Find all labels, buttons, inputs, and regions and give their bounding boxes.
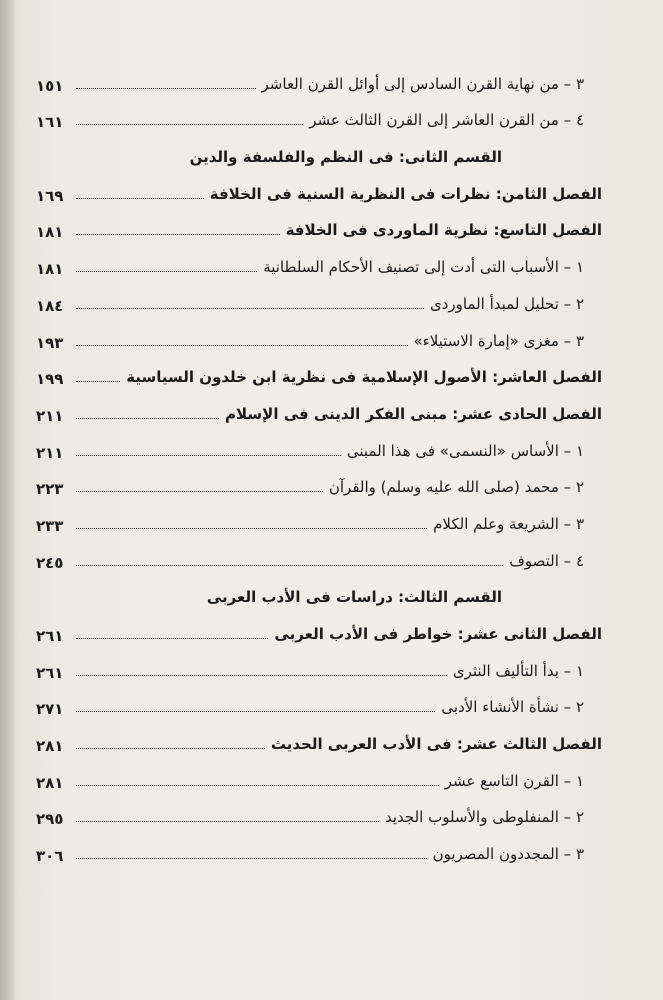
toc-page-number: ١٦٩ [36,186,64,205]
dot-leader [76,234,280,235]
dot-leader [76,565,503,566]
toc-entry-title: الفصل الثانى عشر: خواطر فى الأدب العربى [274,625,602,643]
toc-entry-title: الفصل الحادى عشر: مبنى الفكر الدينى فى الإسلام [225,404,602,423]
toc-section-heading [36,572,602,609]
toc-page-number: ١٨١ [36,260,64,279]
dot-leader [76,455,341,456]
toc-page-number: ٢٦١ [36,627,64,645]
toc-page-number: ١٩٣ [36,333,64,352]
toc-page-number: ١٥١ [36,76,64,95]
toc-page-number: ١٩٩ [36,370,64,389]
toc-page-number: ٣٠٦ [36,847,64,866]
toc-entry-title: ٣ – مغزى «إمارة الاستيلاء» [413,331,584,350]
page-gutter-shadow [0,0,14,1000]
dot-leader [76,418,219,419]
toc-entry-row [36,535,602,572]
toc-entry-row [36,425,602,462]
toc-entry-title: ١ – القرن التاسع عشر [444,771,584,790]
dot-leader [76,748,265,749]
toc-entry-row [36,58,602,95]
toc-chapter-row [36,608,602,645]
toc-entry-title: الفصل الثامن: نظرات فى النظرية السنية فى الخلافة [209,184,602,203]
toc-entry-title: ٣ – من نهاية القرن السادس إلى أوائل القرن العاشر [261,74,584,93]
toc-page-number: ١٦١ [36,113,64,132]
toc-entry-title: ٢ – محمد (صلى الله عليه وسلم) والقرآن [328,478,584,497]
toc-chapter-row [36,168,602,205]
toc-chapter-row [36,388,602,425]
dot-leader [76,345,408,346]
toc-page-number: ١٨٤ [36,296,64,315]
toc-section-heading [36,131,602,168]
table-of-contents [36,58,602,865]
toc-entry-title: الفصل العاشر: الأصول الإسلامية فى نظرية ابن خلدون السياسية [126,368,602,387]
toc-entry-row [36,792,602,829]
toc-entry-title: ٤ – من القرن العاشر إلى القرن الثالث عشر [309,111,584,130]
toc-entry-title: ٢ – تحليل لمبدأ الماوردى [429,294,584,313]
toc-entry-title: الفصل التاسع: نظرية الماوردى فى الخلافة [285,221,602,240]
dot-leader [76,124,303,125]
dot-leader [76,88,256,89]
dot-leader [76,711,435,712]
dot-leader [76,271,257,272]
dot-leader [76,638,268,639]
toc-page-number: ٢٧١ [36,700,64,719]
dot-leader [76,381,120,382]
toc-entry-title: القسم الثالث: دراسات فى الأدب العربى [206,588,502,607]
toc-entry-row [36,645,602,682]
dot-leader [76,528,427,529]
dot-leader [76,198,204,199]
toc-chapter-row [36,718,602,755]
toc-chapter-row [36,352,602,389]
toc-entry-row [36,755,602,792]
toc-entry-title: ٢ – نشأة الأنشاء الأدبى [441,698,584,717]
toc-entry-title: ١ – الأسباب التى أدت إلى تصنيف الأحكام السلطانية [263,258,584,277]
dot-leader [76,675,447,676]
dot-leader [76,308,424,309]
toc-entry-row [36,828,602,865]
toc-entry-title: ٣ – المجددون المصريون [432,845,584,864]
toc-entry-row [36,682,602,719]
toc-entry-row [36,241,602,278]
toc-page-number: ٢٦١ [36,663,64,682]
toc-entry-title: ٣ – الشريعة وعلم الكلام [433,514,584,533]
toc-entry-title: الفصل الثالث عشر: فى الأدب العربى الحديث [270,735,602,754]
toc-entry-row [36,95,602,132]
toc-entry-title: ٤ – التصوف [509,551,584,570]
toc-entry-title: ١ – الأساس «النسمى» فى هذا المبنى [346,441,584,460]
toc-page-number: ٢٣٣ [36,516,64,535]
toc-page-number: ٢٩٥ [36,810,64,829]
dot-leader [76,785,439,786]
toc-chapter-row [36,205,602,242]
toc-page-number: ١٨١ [36,223,64,242]
toc-entry-row [36,278,602,315]
toc-page-number: ٢٨١ [36,737,64,756]
toc-entry-row [36,462,602,499]
toc-page-number: ٢١١ [36,443,64,462]
toc-page-number: ٢٢٣ [36,480,64,499]
toc-entry-row [36,315,602,352]
dot-leader [76,491,323,492]
toc-entry-row [36,498,602,535]
dot-leader [76,858,427,859]
toc-entry-title: القسم الثانى: فى النظم والفلسفة والدين [189,148,502,167]
toc-entry-title: ١ – بدأ التأليف النثرى [452,661,584,680]
toc-page-number: ٢١١ [36,406,64,425]
toc-entry-title: ٢ – المنفلوطى والأسلوب الجديد [384,808,584,827]
dot-leader [76,821,379,822]
toc-page-number: ٢٨١ [36,773,64,792]
toc-page-number: ٢٤٥ [36,553,64,572]
